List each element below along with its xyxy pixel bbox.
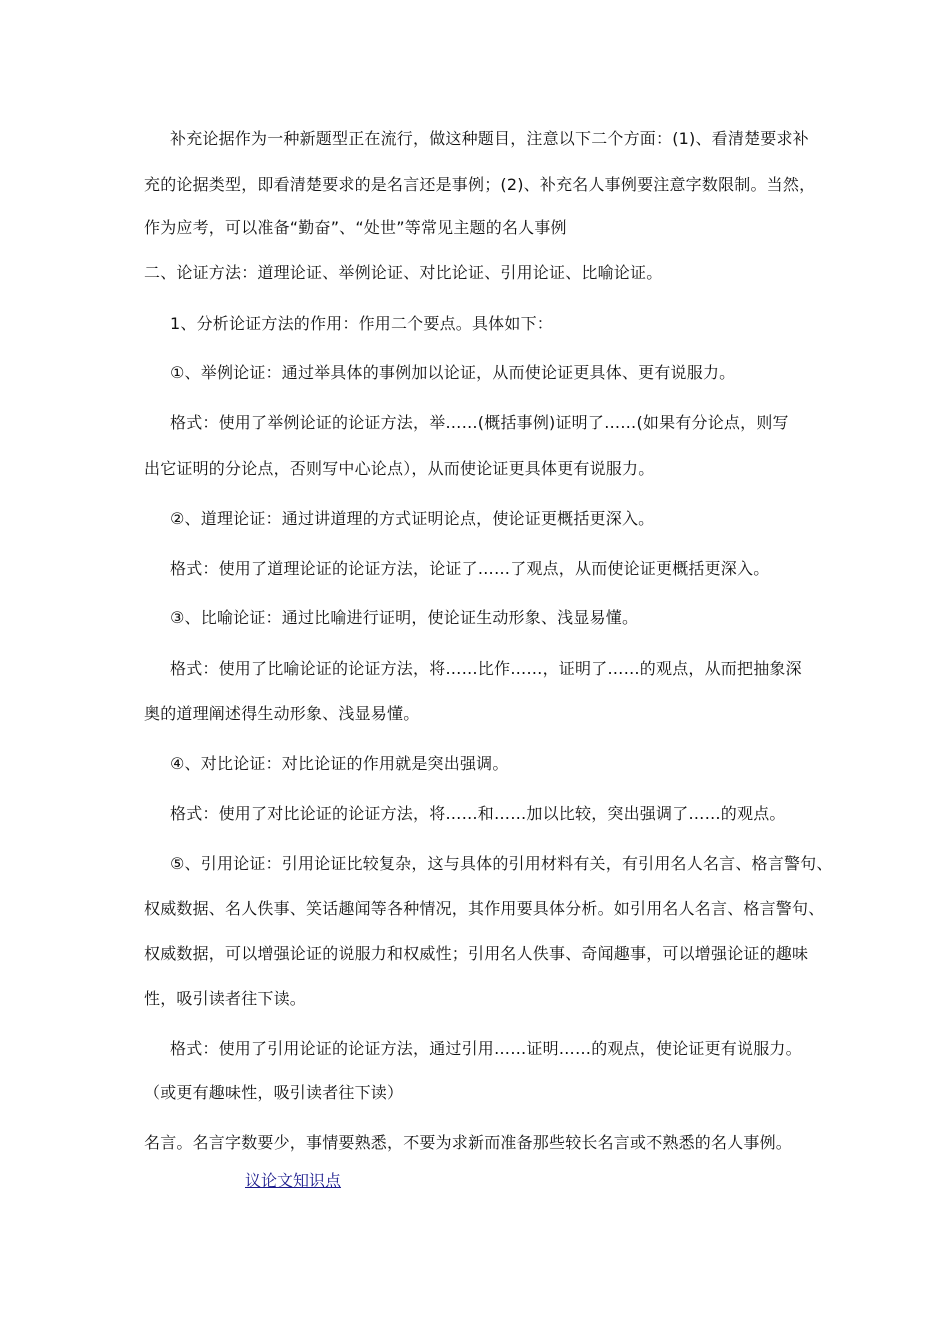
paragraph-line: 权威数据、名人佚事、笑话趣闻等各种情况，其作用要具体分析。如引用名人名言、格言警句、 <box>144 899 825 918</box>
paragraph-line: 1、分析论证方法的作用：作用二个要点。具体如下： <box>170 314 553 333</box>
paragraph-line: 充的论据类型，即看清楚要求的是名言还是事例；(2)、补充名人事例要注意字数限制。当然， <box>144 175 816 194</box>
paragraph-line: ②、道理论证：通过讲道理的方式证明论点，使论证更概括更深入。 <box>170 509 655 528</box>
paragraph-line: 奥的道理阐述得生动形象、浅显易懂。 <box>144 704 420 723</box>
paragraph-line: 格式：使用了举例论证的论证方法，举……(概括事例)证明了……(如果有分论点，则写 <box>170 413 789 432</box>
paragraph-line: 补充论据作为一种新题型正在流行，做这种题目，注意以下二个方面：(1)、看清楚要求补 <box>170 129 809 148</box>
paragraph-line: 格式：使用了比喻论证的论证方法，将……比作……，证明了……的观点，从而把抽象深 <box>170 659 802 678</box>
knowledge-points-link[interactable]: 议论文知识点 <box>245 1171 342 1190</box>
paragraph-line: 格式：使用了引用论证的论证方法，通过引用……证明……的观点，使论证更有说服力。 <box>170 1039 802 1058</box>
paragraph-line: 格式：使用了道理论证的论证方法，论证了……了观点，从而使论证更概括更深入。 <box>170 559 770 578</box>
paragraph-line: 格式：使用了对比论证的论证方法，将……和……加以比较，突出强调了……的观点。 <box>170 804 786 823</box>
paragraph-line: 作为应考，可以准备“勤奋”、“处世”等常见主题的名人事例 <box>144 218 567 237</box>
paragraph-line: 名言。名言字数要少，事情要熟悉，不要为求新而准备那些较长名言或不熟悉的名人事例。 <box>144 1133 793 1152</box>
paragraph-line: （或更有趣味性，吸引读者往下读） <box>144 1083 404 1102</box>
paragraph-line: 性，吸引读者往下读。 <box>144 989 307 1008</box>
paragraph-line: ⑤、引用论证：引用论证比较复杂，这与具体的引用材料有关，有引用名人名言、格言警句、 <box>170 854 833 873</box>
paragraph-line: ④、对比论证：对比论证的作用就是突出强调。 <box>170 754 509 773</box>
paragraph-line: ③、比喻论证：通过比喻进行证明，使论证生动形象、浅显易懂。 <box>170 608 639 627</box>
paragraph-line: 出它证明的分论点，否则写中心论点），从而使论证更具体更有说服力。 <box>144 459 655 478</box>
section-heading: 二、论证方法：道理论证、举例论证、对比论证、引用论证、比喻论证。 <box>144 263 663 282</box>
paragraph-line: 权威数据，可以增强论证的说服力和权威性；引用名人佚事、奇闻趣事，可以增强论证的趣味 <box>144 944 809 963</box>
paragraph-line: ①、举例论证：通过举具体的事例加以论证，从而使论证更具体、更有说服力。 <box>170 363 736 382</box>
